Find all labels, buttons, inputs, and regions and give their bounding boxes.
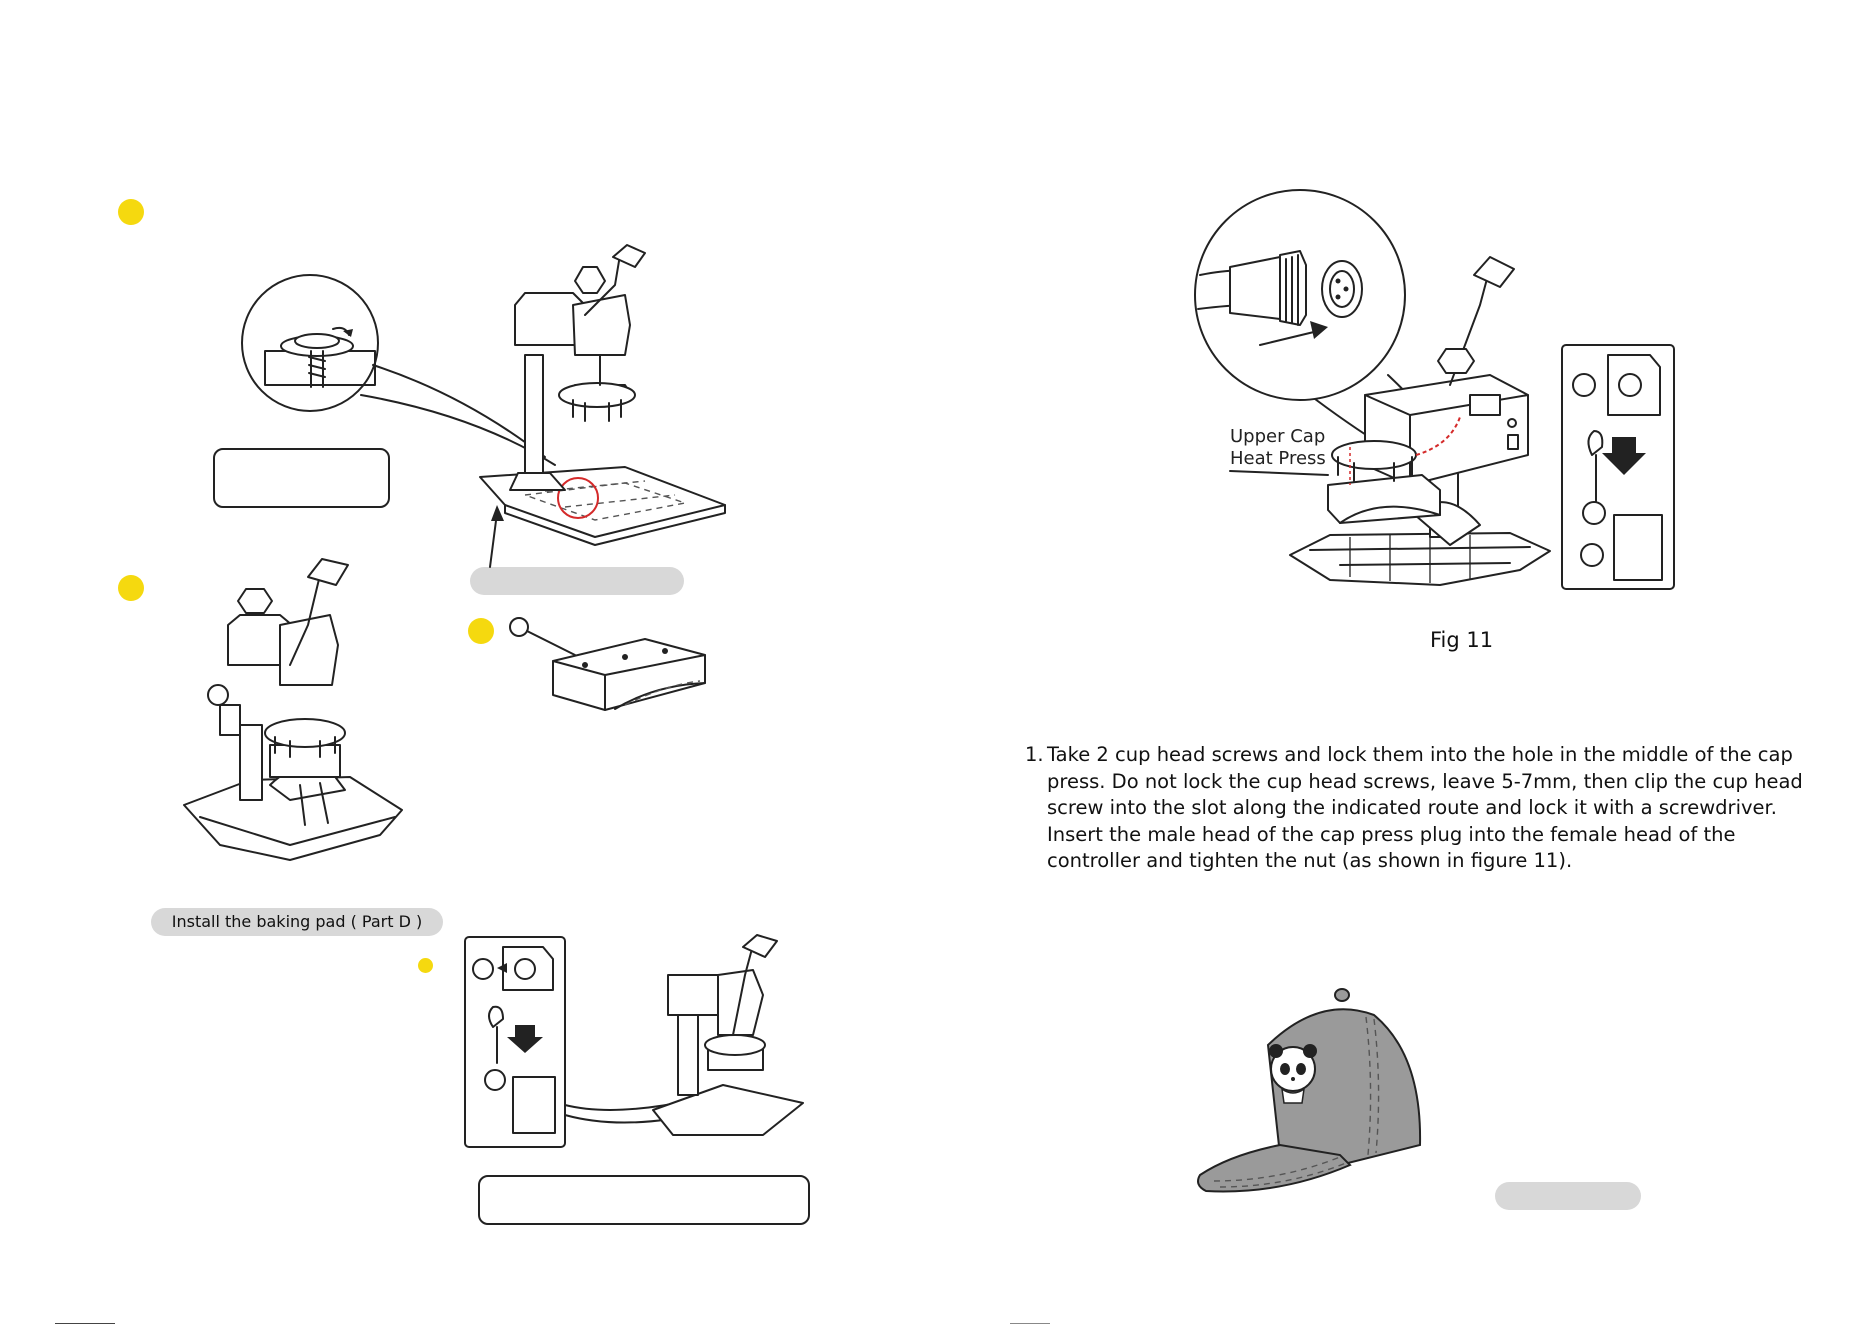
- fig11-callout-label-line2: Heat Press: [1230, 448, 1326, 469]
- baking-pad-install-illustration: [463, 935, 813, 1150]
- baseball-cap-illustration: [1190, 985, 1440, 1205]
- instruction-number: 1.: [1025, 743, 1044, 766]
- bake-pad-section-label: Install the baking pad ( Part D ): [151, 908, 443, 936]
- step-marker-4: [418, 958, 433, 973]
- step-marker-3: [468, 618, 494, 644]
- step-marker-1: [118, 199, 144, 225]
- cap-caption-pill: [1495, 1182, 1641, 1210]
- fig11-callout-label-line1: Upper Cap: [1230, 426, 1326, 447]
- step-marker-2: [118, 575, 144, 601]
- instruction-item: [1025, 742, 1825, 875]
- cap-heating-element-illustration: [505, 615, 705, 725]
- fig11-caption: Fig 11: [1430, 628, 1494, 652]
- instruction-list: [1025, 742, 1825, 875]
- label-box-step4: [478, 1175, 810, 1225]
- heat-press-step1-illustration: [225, 245, 745, 575]
- fig11-cap-press-illustration: [1190, 185, 1680, 595]
- instruction-text: Take 2 cup head screws and lock them into the hole in the middle of the cap press. Do not lock the cup head screws, leave 5-7mm, then clip the cup head screw into the slot along the indicated route and lock it with a screwdriver. Insert the male head of the cap press plug into the female head of the controller and tighten the nut (as shown in figure 11).: [1047, 743, 1803, 872]
- heat-press-step2-illustration: [180, 555, 410, 865]
